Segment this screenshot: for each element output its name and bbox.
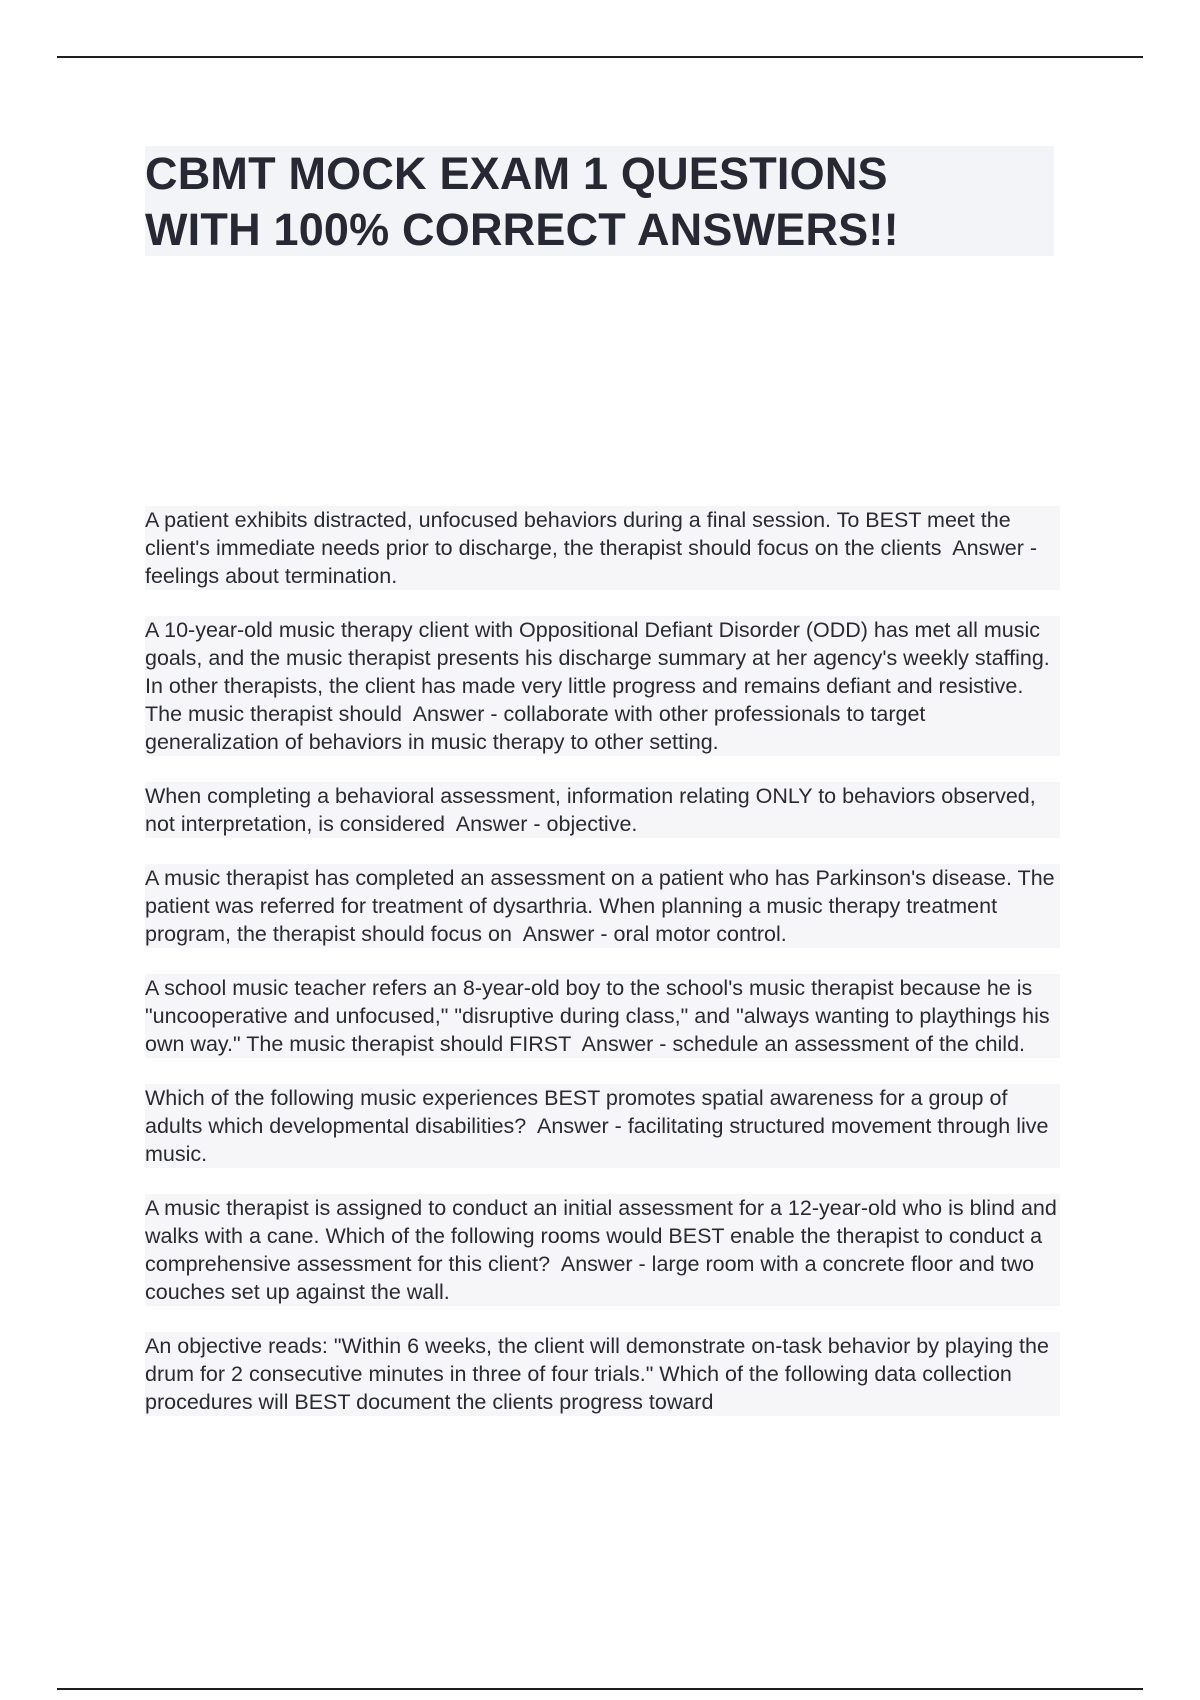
answer-text: Answer - objective.	[455, 812, 638, 836]
question-text: Which of the following music experiences BEST promotes spatial awareness for a group of adults which developmental disabilities?	[145, 1086, 1014, 1138]
question-text: A patient exhibits distracted, unfocused behaviors during a final session. To BEST meet the client's immediate needs prior to discharge, the therapist should focus on the clients	[145, 508, 1017, 560]
qa-item	[145, 1194, 1063, 1306]
qa-item	[145, 782, 1060, 838]
answer-text: Answer - oral motor control.	[522, 922, 787, 946]
top-rule	[57, 56, 1143, 58]
answer-text: Answer - facilitating structured movement through live music.	[145, 1114, 1055, 1166]
question-text: A school music teacher refers an 8-year-old boy to the school's music therapist because he is "uncooperative and unfocused," "disruptive during class," and "always wanting to playthings his own way." The music therapist should FIRST	[145, 976, 1056, 1056]
title-block	[145, 146, 1054, 256]
question-text: A music therapist has completed an assessment on a patient who has Parkinson's disease. The patient was referred for treatment of dysarthria. When planning a music therapy treatment program, the therapist should focus on	[145, 866, 1061, 946]
answer-text: Answer - large room with a concrete floor and two couches set up against the wall.	[145, 1252, 1041, 1304]
qa-item	[145, 1084, 1060, 1168]
qa-item	[145, 974, 1060, 1058]
question-text: A 10-year-old music therapy client with Oppositional Defiant Disorder (ODD) has met all music goals, and the music therapist presents his discharge summary at her agency's weekly staffing. In other therapists, the client has made very little progress and remains defiant and resistive. The music therapist should	[145, 618, 1056, 726]
qa-item	[145, 864, 1060, 948]
question-text: When completing a behavioral assessment, information relating ONLY to behaviors observed, not interpretation, is considered	[145, 784, 1042, 836]
page-title	[145, 146, 1054, 258]
answer-text: Answer - collaborate with other professionals to target generalization of behaviors in music therapy to other setting.	[145, 702, 932, 754]
question-text: An objective reads: "Within 6 weeks, the client will demonstrate on-task behavior by playing the drum for 2 consecutive minutes in three of four trials." Which of the following data collection procedures will BEST document the clients progress toward	[145, 1334, 1055, 1414]
qa-item	[145, 1332, 1060, 1416]
qa-item	[145, 616, 1060, 756]
answer-text: Answer - feelings about termination.	[145, 536, 1044, 588]
title-line-2: WITH 100% CORRECT ANSWERS!!	[145, 204, 899, 255]
qa-item	[145, 506, 1060, 590]
bottom-rule	[57, 1688, 1143, 1690]
question-text: A music therapist is assigned to conduct an initial assessment for a 12-year-old who is blind and walks with a cane. Which of the following rooms would BEST enable the therapist to conduct a comprehensive assessment for this client?	[145, 1196, 1063, 1276]
title-line-1: CBMT MOCK EXAM 1 QUESTIONS	[145, 148, 888, 199]
question-list	[145, 506, 1063, 1442]
answer-text: Answer - schedule an assessment of the child.	[581, 1032, 1026, 1056]
